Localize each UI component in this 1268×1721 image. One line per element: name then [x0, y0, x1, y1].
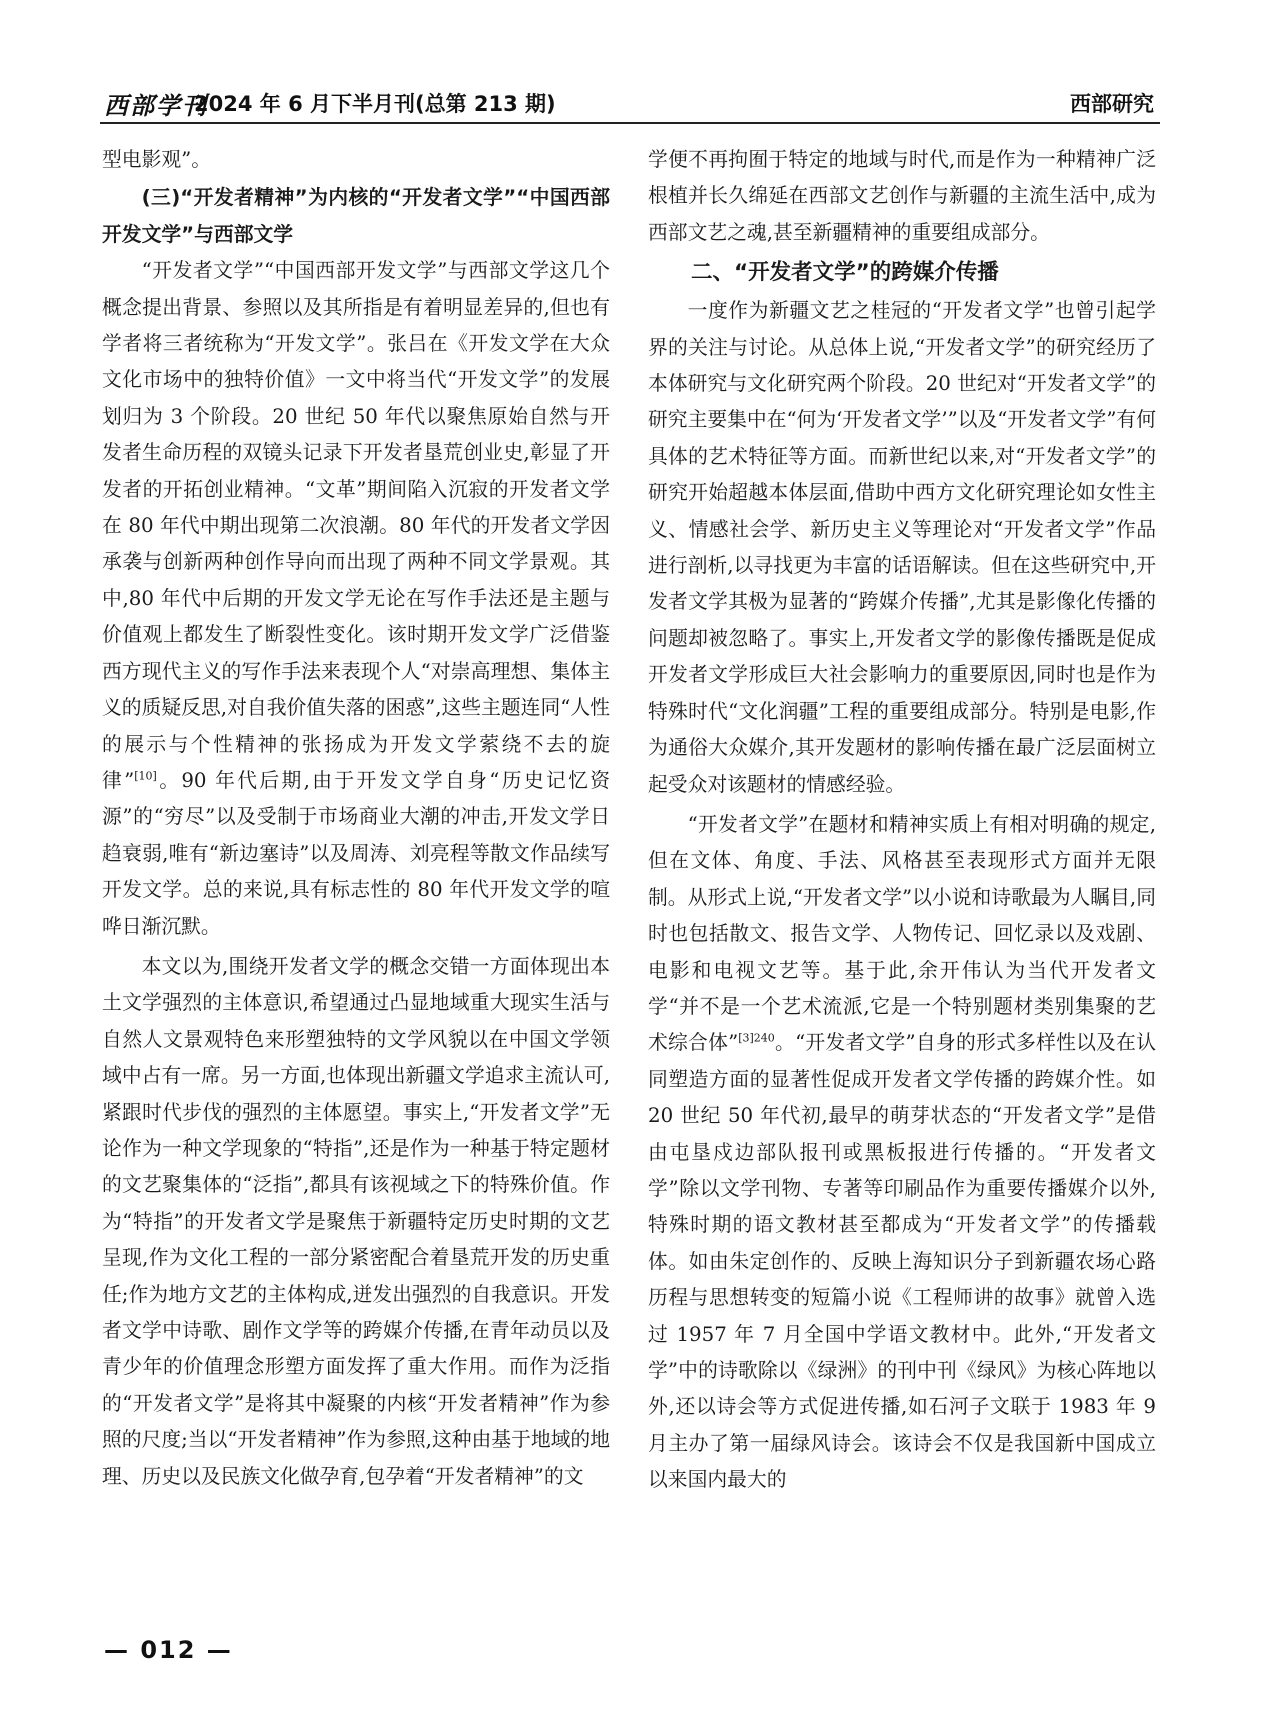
paragraph-text: “开发者文学”“中国西部开发文学”与西部文学这几个概念提出背景、参照以及其所指是有着明显差异的,但也有学者将三者统称为“开发文学”。张吕在《开发文学在大众文化市场中的独特价值》一文中将当代“开发文学”的发展划归为 3 个阶段。20 世纪 50 年代以聚焦原始自然与开发者生命历程的双镜头记录下开发者垦荒创业史,彰显了开发者的开拓创业精神。“文革”期间陷入沉寂的开发者文学在 80 年代中期出现第二次浪潮。80 年代的开发者文学因承袭与创新两种创作导向而出现了两种不同文学景观。其中,80 年代中后期的开发文学无论在写作手法还是主题与价值观上都发生了断裂性变化。该时期开发文学广泛借鉴西方现代主义的写作手法来表现个人“对崇高理想、集体主义的质疑反思,对自我价值失落的困惑”,这些主题连同“人性的展示与个性精神的张扬成为开发文学萦绕不去的旋律”	[102, 259, 610, 792]
right-column	[648, 142, 1156, 1499]
issue-info: 2024 年 6 月下半月刊(总第 213 期)	[194, 92, 556, 116]
paragraph	[648, 807, 1156, 1499]
section-name: 西部研究	[1070, 92, 1154, 116]
subsection-heading: (三)“开发者精神”为内核的“开发者文学”“中国西部开发文学”与西部文学	[102, 186, 610, 246]
paragraph: 本文以为,围绕开发者文学的概念交错一方面体现出本土文学强烈的主体意识,希望通过凸显地域重大现实生活与自然人文景观特色来形塑独特的文学风貌以在中国文学领域中占有一席。另一方面,也体现出新疆文学追求主流认可,紧跟时代步伐的强烈的主体愿望。事实上,“开发者文学”无论作为一种文学现象的“特指”,还是作为一种基于特定题材的文艺聚集体的“泛指”,都具有该视域之下的特殊价值。作为“特指”的开发者文学是聚焦于新疆特定历史时期的文艺呈现,作为文化工程的一部分紧密配合着垦荒开发的历史重任;作为地方文艺的主体构成,迸发出强烈的自我意识。开发者文学中诗歌、剧作文学等的跨媒介传播,在青年动员以及青少年的价值理念形塑方面发挥了重大作用。而作为泛指的“开发者文学”是将其中凝聚的内核“开发者精神”作为参照的尺度;当以“开发者精神”作为参照,这种由基于地域的地理、历史以及民族文化做孕育,包孕着“开发者精神”的文	[102, 954, 610, 1488]
paragraph: 学便不再拘囿于特定的地域与时代,而是作为一种精神广泛根植并长久绵延在西部文艺创作与新疆的主流生活中,成为西部文艺之魂,甚至新疆精神的重要组成部分。	[648, 148, 1156, 244]
left-column	[102, 142, 610, 1495]
paragraph: 一度作为新疆文艺之桂冠的“开发者文学”也曾引起学界的关注与讨论。从总体上说,“开发者文学”的研究经历了本体研究与文化研究两个阶段。20 世纪对“开发者文学”的研究主要集中在“何为‘开发者文学’”以及“开发者文学”有何具体的艺术特征等方面。而新世纪以来,对“开发者文学”的研究开始超越本体层面,借助中西方文化研究理论如女性主义、情感社会学、新历史主义等理论对“开发者文学”作品进行剖析,以寻找更为丰富的话语解读。但在这些研究中,开发者文学其极为显著的“跨媒介传播”,尤其是影像化传播的问题却被忽略了。事实上,开发者文学的影像传播既是促成开发者文学形成巨大社会影响力的重要原因,同时也是作为特殊时代“文化润疆”工程的重要组成部分。特别是电影,作为通俗大众媒介,其开发题材的影响传播在最广泛层面树立起受众对该题材的情感经验。	[648, 299, 1156, 796]
page-header	[100, 84, 1160, 124]
header-rule	[100, 122, 1160, 124]
section-heading: 二、“开发者文学”的跨媒介传播	[691, 260, 999, 286]
journal-logo: 西部学刊	[104, 91, 208, 120]
citation-ref: [10]	[134, 769, 157, 783]
citation-ref: [3]240	[738, 1031, 775, 1045]
paragraph-text: “开发者文学”在题材和精神实质上有相对明确的规定,但在文体、角度、手法、风格甚至表现形式方面并无限制。从形式上说,“开发者文学”以小说和诗歌最为人瞩目,同时也包括散文、报告文学、人物传记、回忆录以及戏剧、电影和电视文艺等。基于此,余开伟认为当代开发者文学“并不是一个艺术流派,它是一个特别题材类别集聚的艺术综合体”	[648, 812, 1156, 1055]
paragraph-text: 。“开发者文学”自身的形式多样性以及在认同塑造方面的显著性促成开发者文学传播的跨媒介性。如 20 世纪 50 年代初,最早的萌芽状态的“开发者文学”是借由屯垦戍边部队报刊或黑板报进行传播的。“开发者文学”除以文学刊物、专著等印刷品作为重要传播媒介以外,特殊时期的语文教材甚至都成为“开发者文学”的传播载体。如由朱定创作的、反映上海知识分子到新疆农场心路历程与思想转变的短篇小说《工程师讲的故事》就曾入选过 1957 年 7 月全国中学语文教材中。此外,“开发者文学”中的诗歌除以《绿洲》的刊中刊《绿风》为核心阵地以外,还以诗会等方式促进传播,如石河子文联于 1983 年 9 月主办了第一届绿风诗会。该诗会不仅是我国新中国成立以来国内最大的	[648, 1031, 1156, 1492]
page-number: — 012 —	[104, 1636, 233, 1664]
paragraph: 型电影观”。	[102, 148, 212, 171]
paragraph	[102, 253, 610, 945]
paragraph-text: 。90 年代后期,由于开发文学自身“历史记忆资源”的“穷尽”以及受制于市场商业大潮的冲击,开发文学日趋衰弱,唯有“新边塞诗”以及周涛、刘亮程等散文作品续写开发文学。总的来说,具有标志性的 80 年代开发文学的喧哗日渐沉默。	[102, 768, 610, 938]
